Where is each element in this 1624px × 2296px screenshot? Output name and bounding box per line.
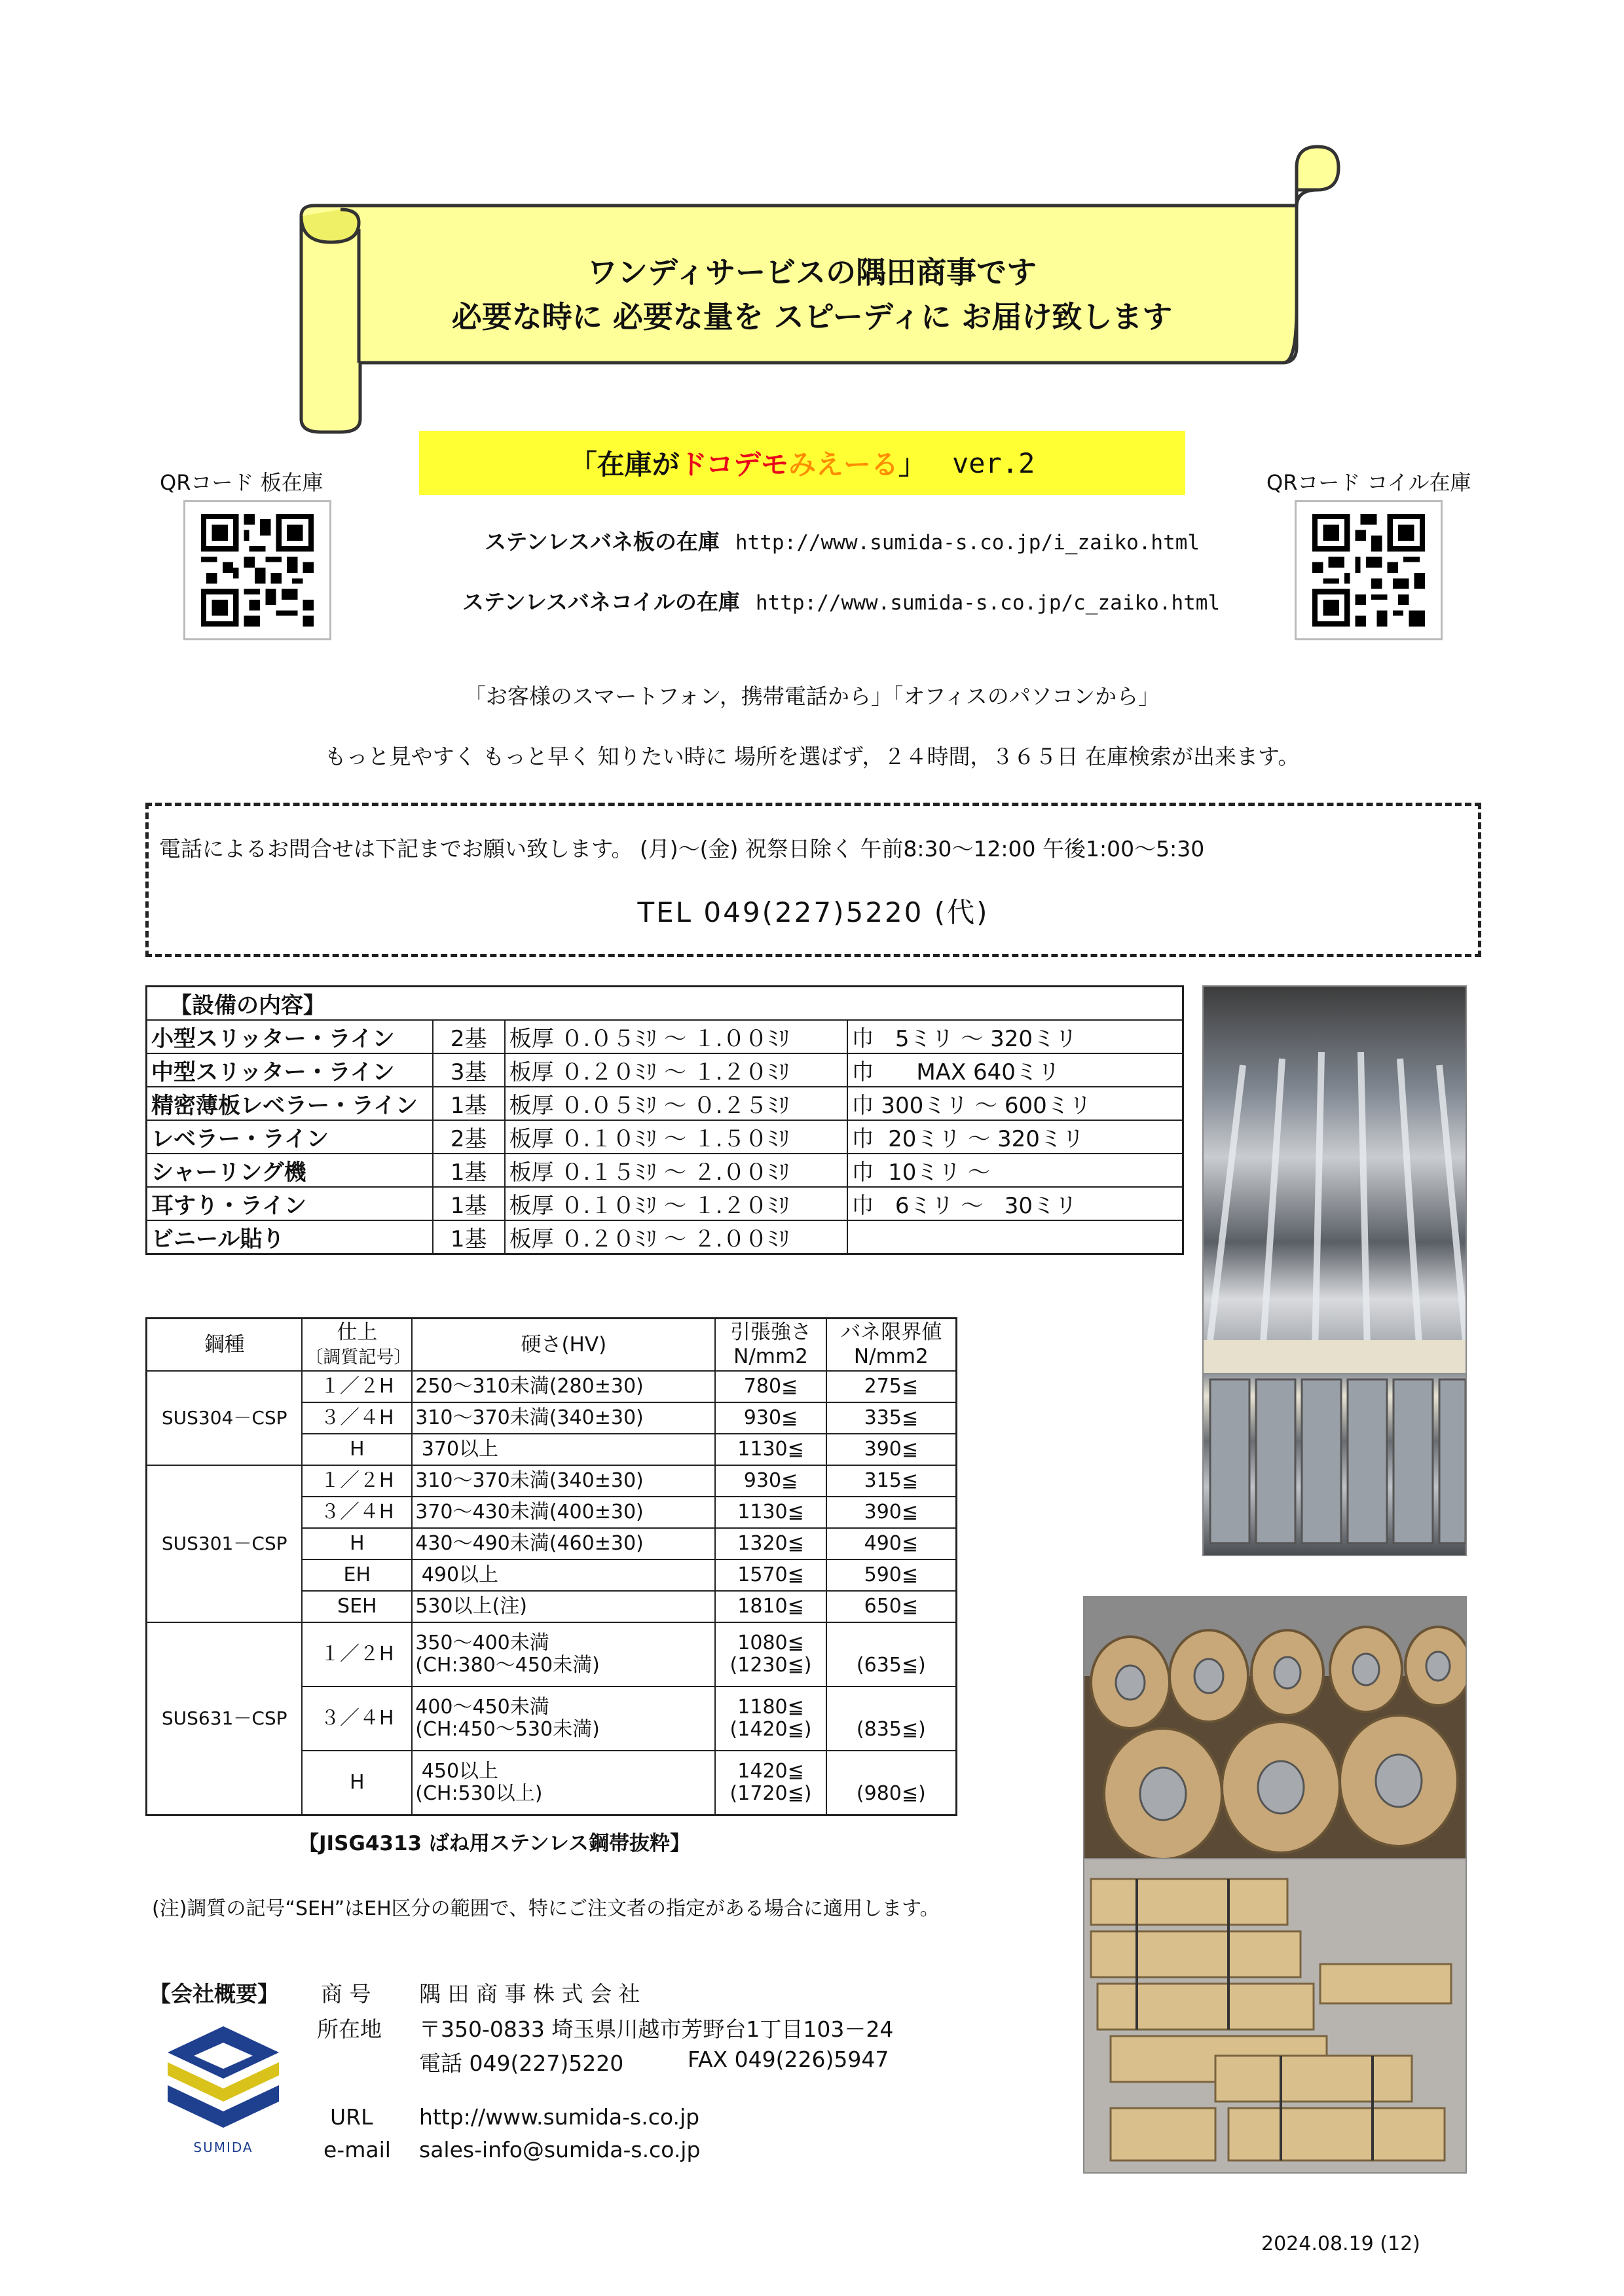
company-fax: FAX 049(226)5947: [688, 2047, 889, 2072]
tensile-cell: 780≦: [715, 1371, 826, 1402]
header-tensile-label: 引張強さ: [730, 1321, 811, 1344]
contact-note: 電話によるお問合せは下記までお願い致します。 (月)～(金) 祝祭日除く 午前8:30～12:00 午後1:00～5:30: [159, 836, 1205, 862]
link-coil-label: ステンレスバネコイルの在庫: [462, 589, 740, 615]
tensile-cell: 1130≦: [715, 1434, 826, 1465]
header-steel: 鋼種: [147, 1319, 303, 1372]
hardness-value: 450以上: [415, 1759, 499, 1783]
hardness-ch-value: (CH:380～450未満): [415, 1654, 600, 1677]
hardness-cell: [412, 1622, 715, 1686]
equipment-thickness: 板厚 ０.２０ﾐﾘ ～ １.２０ﾐﾘ: [505, 1053, 847, 1087]
tensile-cell: [715, 1622, 826, 1686]
equipment-count: 3基: [433, 1053, 505, 1087]
header-finish-sub: 〔調質記号〕: [305, 1347, 412, 1368]
spring-ch-value: (835≦): [856, 1718, 926, 1741]
tensile-cell: 930≦: [715, 1465, 826, 1497]
equipment-thickness: 板厚 ０.２０ﾐﾘ ～ ２.００ﾐﾘ: [505, 1220, 847, 1254]
tensile-ch-value: (1230≦): [729, 1654, 812, 1677]
hardness-cell: [412, 1686, 715, 1751]
equipment-table: [145, 985, 1184, 1255]
qr-code-icon[interactable]: [1295, 500, 1443, 640]
finish-cell: SEH: [302, 1591, 412, 1622]
qr-code-icon[interactable]: [183, 500, 331, 640]
spring-cell: 390≦: [826, 1434, 957, 1465]
table-row: [147, 1154, 1183, 1187]
hardness-cell: 370以上: [412, 1434, 715, 1465]
tensile-cell: 1320≦: [715, 1528, 826, 1559]
steel-grade: SUS301－CSP: [147, 1465, 303, 1622]
equipment-count: 2基: [433, 1120, 505, 1154]
hardness-cell: 530以上(注): [412, 1591, 715, 1622]
hardness-cell: 430～490未満(460±30): [412, 1528, 715, 1559]
tensile-cell: 1130≦: [715, 1497, 826, 1528]
qr-left-caption: QRコード 板在庫: [160, 470, 323, 495]
equipment-width: 巾 20ミリ ～ 320ミリ: [847, 1120, 1183, 1154]
spring-cell: [826, 1751, 957, 1815]
finish-cell: ３／４H: [302, 1402, 412, 1434]
header-tensile: [715, 1319, 826, 1372]
service-title: [419, 431, 1185, 495]
hardness-ch-value: (CH:530以上): [415, 1782, 543, 1806]
finish-cell: H: [302, 1528, 412, 1559]
finish-cell: H: [302, 1751, 412, 1815]
link-plate-stock[interactable]: [485, 525, 1200, 556]
tensile-value: 1420≦: [737, 1759, 804, 1783]
equipment-thickness: 板厚 ０.１０ﾐﾘ ～ １.５０ﾐﾘ: [505, 1120, 847, 1154]
equipment-name: シャーリング機: [147, 1154, 433, 1187]
company-phone: 電話 049(227)5220: [419, 2050, 624, 2076]
hardness-cell: [412, 1751, 715, 1815]
steel-grade: SUS631－CSP: [147, 1622, 303, 1815]
packed-sheets-photo: [1083, 1858, 1467, 2174]
spring-cell: [826, 1622, 957, 1686]
equipment-count: 1基: [433, 1154, 505, 1187]
link-plate-label: ステンレスバネ板の在庫: [485, 529, 720, 555]
title-highlight-orange: みえーる: [788, 448, 898, 481]
spring-ch-value: (635≦): [856, 1654, 926, 1677]
title-highlight-red: ドコデモ: [679, 448, 788, 481]
service-title-text: [570, 443, 926, 483]
title-version: ver.2: [951, 446, 1035, 479]
equipment-name: 耳すり・ライン: [147, 1187, 433, 1220]
hardness-cell: 370～430未満(400±30): [412, 1497, 715, 1528]
document-date: 2024.08.19 (12): [1261, 2232, 1420, 2255]
table-row: [147, 1087, 1183, 1120]
header-finish-label: 仕上: [337, 1321, 378, 1344]
company-address: 〒350-0833 埼玉県川越市芳野台1丁目103－24: [419, 2016, 894, 2042]
tensile-value: 1080≦: [737, 1631, 804, 1654]
table-row: [147, 1622, 957, 1686]
tensile-cell: 1570≦: [715, 1559, 826, 1591]
equipment-width: 巾 6ミリ ～ 30ミリ: [847, 1187, 1183, 1220]
spring-ch-value: (980≦): [856, 1782, 926, 1806]
equipment-count: 2基: [433, 1020, 505, 1053]
equipment-header-row: [147, 987, 1183, 1021]
finish-cell: ３／４H: [302, 1497, 412, 1528]
spec-table: [145, 1317, 957, 1816]
finish-cell: H: [302, 1434, 412, 1465]
link-coil-url[interactable]: http://www.sumida-s.co.jp/c_zaiko.html: [755, 591, 1221, 615]
equipment-width: 巾 10ミリ ～: [847, 1154, 1183, 1187]
spring-cell: 590≦: [826, 1559, 957, 1591]
table-row: [147, 1465, 957, 1497]
finish-cell: １／２H: [302, 1371, 412, 1402]
logo-text: SUMIDA: [193, 2140, 253, 2155]
finish-cell: EH: [302, 1559, 412, 1591]
header-spring-label: バネ限界値: [840, 1321, 942, 1344]
spring-cell: [826, 1686, 957, 1751]
steel-grade: SUS304－CSP: [147, 1371, 303, 1465]
contact-tel: TEL 049(227)5220 (代): [637, 896, 989, 928]
tensile-ch-value: (1720≦): [729, 1782, 812, 1806]
table-row: [147, 1220, 1183, 1254]
spring-cell: 390≦: [826, 1497, 957, 1528]
tensile-value: 1180≦: [737, 1695, 804, 1719]
access-line: 「お客様のスマートフォン，携帯電話から」「オフィスのパソコンから」: [464, 683, 1160, 709]
spring-cell: 490≦: [826, 1528, 957, 1559]
finish-cell: １／２H: [302, 1465, 412, 1497]
company-address-label: 所在地: [317, 2016, 382, 2042]
equipment-count: 1基: [433, 1087, 505, 1120]
tensile-cell: 1810≦: [715, 1591, 826, 1622]
equipment-width: 巾 MAX 640ミリ: [847, 1053, 1183, 1087]
company-email[interactable]: sales-info@sumida-s.co.jp: [419, 2137, 701, 2162]
company-name: 隅 田 商 事 株 式 会 社: [419, 1981, 640, 2007]
qr-right-caption: QRコード コイル在庫: [1266, 470, 1471, 495]
equipment-width: [847, 1220, 1183, 1254]
contact-box: [145, 803, 1481, 957]
equipment-header: 【設備の内容】: [147, 987, 1183, 1021]
equipment-thickness: 板厚 ０.１０ﾐﾘ ～ １.２０ﾐﾘ: [505, 1187, 847, 1220]
header-tensile-unit: N/mm2: [733, 1345, 808, 1369]
hardness-value: 400～450未満: [415, 1695, 549, 1719]
tagline: もっと見やすく もっと早く 知りたい時に 場所を選ばず，２４時間，３６５日 在庫検索が出来ます。: [324, 744, 1300, 769]
header-finish: [302, 1319, 412, 1372]
spec-source: 【JISG4313 ばね用ステンレス鋼帯抜粋】: [299, 1832, 691, 1855]
title-part-2: 」: [898, 448, 926, 481]
hardness-cell: 310～370未満(340±30): [412, 1402, 715, 1434]
spring-cell: 650≦: [826, 1591, 957, 1622]
spring-cell: 315≦: [826, 1465, 957, 1497]
finish-cell: ３／４H: [302, 1686, 412, 1751]
slitter-photo: [1202, 985, 1467, 1556]
tensile-cell: 930≦: [715, 1402, 826, 1434]
hardness-value: 350～400未満: [415, 1631, 549, 1654]
table-row: [147, 1187, 1183, 1220]
company-email-label: e-mail: [323, 2137, 391, 2162]
hardness-cell: 490以上: [412, 1559, 715, 1591]
tensile-cell: [715, 1751, 826, 1815]
banner-line-2: 必要な時に 必要な量を スピーディに お届け致します: [451, 299, 1173, 335]
tensile-ch-value: (1420≦): [729, 1718, 812, 1741]
table-row: [147, 1120, 1183, 1154]
table-row: [147, 1020, 1183, 1053]
equipment-name: ビニール貼り: [147, 1220, 433, 1254]
finish-cell: １／２H: [302, 1622, 412, 1686]
equipment-count: 1基: [433, 1187, 505, 1220]
company-name-label: 商 号: [321, 1981, 371, 2007]
hardness-cell: 250～310未満(280±30): [412, 1371, 715, 1402]
equipment-name: 精密薄板レベラー・ライン: [147, 1087, 433, 1120]
company-url-label: URL: [330, 2104, 373, 2130]
company-header: 【会社概要】: [149, 1981, 279, 2007]
hardness-cell: 310～370未満(340±30): [412, 1465, 715, 1497]
coil-stock-photo: [1083, 1596, 1467, 1875]
sumida-logo-icon: [161, 2023, 286, 2154]
header-hardness: 硬さ(HV): [412, 1319, 715, 1372]
title-part-1: 「在庫が: [569, 448, 680, 481]
tensile-cell: [715, 1686, 826, 1751]
company-url[interactable]: http://www.sumida-s.co.jp: [419, 2104, 700, 2130]
table-row: [147, 1053, 1183, 1087]
header-spring-unit: N/mm2: [853, 1345, 929, 1369]
footnote: (注)調質の記号“SEH”はEH区分の範囲で、特にご注文者の指定がある場合に適用します。: [152, 1897, 940, 1920]
link-plate-url[interactable]: http://www.sumida-s.co.jp/i_zaiko.html: [735, 531, 1200, 555]
equipment-width: 巾 300ミリ ～ 600ミリ: [847, 1087, 1183, 1120]
equipment-name: 中型スリッター・ライン: [147, 1053, 433, 1087]
spec-header-row: [147, 1319, 957, 1372]
spring-cell: 335≦: [826, 1402, 957, 1434]
hardness-ch-value: (CH:450～530未満): [415, 1718, 600, 1741]
equipment-name: 小型スリッター・ライン: [147, 1020, 433, 1053]
equipment-name: レベラー・ライン: [147, 1120, 433, 1154]
banner-line-1: ワンディサービスの隅田商事です: [587, 255, 1037, 290]
equipment-thickness: 板厚 ０.０５ﾐﾘ ～ ０.２５ﾐﾘ: [505, 1087, 847, 1120]
link-coil-stock[interactable]: [462, 585, 1220, 616]
equipment-thickness: 板厚 ０.１５ﾐﾘ ～ ２.００ﾐﾘ: [505, 1154, 847, 1187]
spring-cell: 275≦: [826, 1371, 957, 1402]
equipment-count: 1基: [433, 1220, 505, 1254]
equipment-width: 巾 5ミリ ～ 320ミリ: [847, 1020, 1183, 1053]
equipment-thickness: 板厚 ０.０５ﾐﾘ ～ １.００ﾐﾘ: [505, 1020, 847, 1053]
header-spring: [826, 1319, 957, 1372]
table-row: [147, 1371, 957, 1402]
